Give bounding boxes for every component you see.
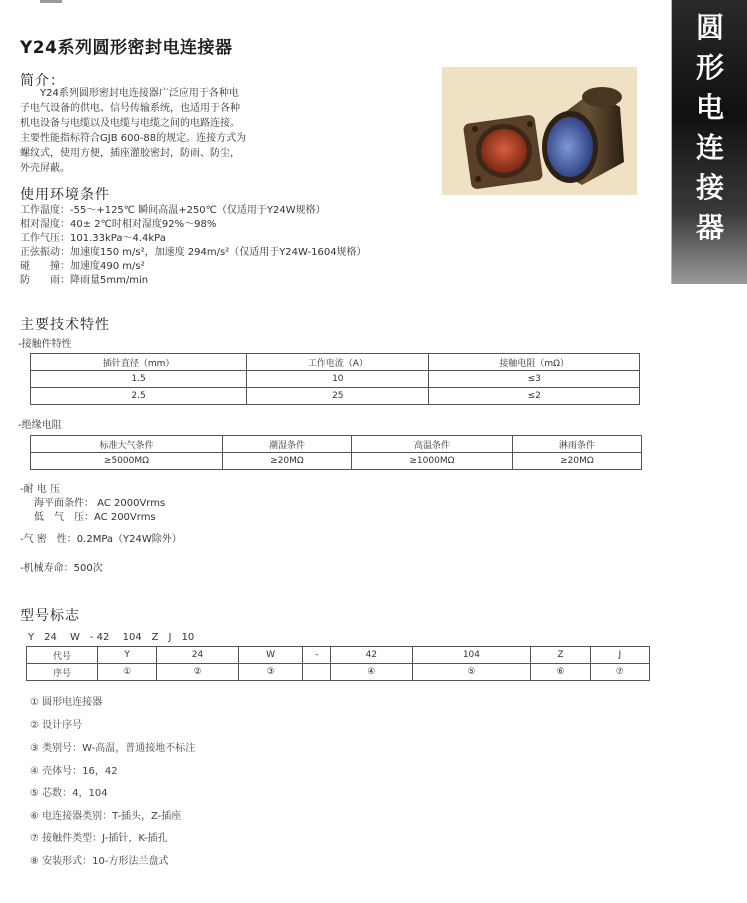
model-item: ② 设计序号 [30,720,83,731]
table-header-row [31,354,640,371]
intro-line: 子电气设备的供电、信号传输系统，也适用于各种 [20,103,240,114]
table-row [31,371,640,388]
table-cell: ≥1000MΩ [352,453,513,470]
sidebar-char: 连 [695,131,724,164]
table-cell: W [238,647,303,664]
sidebar-char: 圆 [695,11,724,44]
table-row [31,453,642,470]
env-line: 相对湿度：40± 2℃时相对湿度92%～98% [20,219,217,230]
table-cell: - [303,647,331,664]
table-cell: ≥5000MΩ [31,453,223,470]
contact-label: -接触件特性 [18,339,72,350]
table-header-cell: 序号 [27,664,98,681]
intro-line: 主要性能指标符合GJB 600-88的规定。连接方式为 [20,133,247,144]
table-cell: J [590,647,649,664]
intro-paragraph [20,86,430,176]
table-cell: 104 [412,647,531,664]
sidebar-char: 接 [695,171,724,204]
product-photo [442,67,637,195]
model-heading: 型号标志 [20,608,80,624]
table-header-cell: 接触电阻（mΩ） [429,354,640,371]
connector-illustration [442,67,637,195]
table-header-cell: 淋雨条件 [512,436,641,453]
table-cell: ① [98,664,157,681]
table-cell: ③ [238,664,303,681]
top-decoration [40,0,62,3]
env-line: 正弦振动：加速度150 m/s²，加速度 294m/s²（仅适用于Y24W-1604规格） [20,247,367,258]
model-item: ④ 壳体号：16，42 [30,766,118,777]
env-line: 碰 撞：加速度490 m/s² [20,261,145,272]
model-item: ③ 类别号：W-高温，普通接地不标注 [30,743,196,754]
sidebar-char: 电 [695,91,724,124]
table-cell [303,664,331,681]
model-item: ⑥ 电连接器类别：T-插头，Z-插座 [30,811,182,822]
table-header-cell: 高温条件 [352,436,513,453]
env-list [20,204,660,288]
life-line: -机械寿命：500次 [20,563,103,574]
tech-heading: 主要技术特性 [20,317,110,333]
intro-line: Y24系列圆形密封电连接器广泛应用于各种电 [40,88,239,99]
model-table [26,646,650,681]
env-line: 工作气压：101.33kPa～4.4kPa [20,233,166,244]
table-header-cell: 代号 [27,647,98,664]
table-header-cell: 工作电流（A） [247,354,429,371]
table-cell: 42 [331,647,412,664]
table-cell: 2.5 [31,388,247,405]
intro-line: 外壳屏蔽。 [20,163,70,174]
table-cell: ≥20MΩ [512,453,641,470]
sidebar-char: 形 [695,51,724,84]
table-cell: ④ [331,664,412,681]
model-item: ⑧ 安装形式：10-方形法兰盘式 [30,856,169,867]
insulation-label: -绝缘电阻 [18,420,62,431]
model-example: Y 24 W - 42 104 Z J 10 [28,632,195,643]
table-cell: 10 [247,371,429,388]
intro-line: 机电设备与电缆以及电缆与电缆之间的电路连接。 [20,118,240,129]
env-line: 防 雨：降雨量5mm/min [20,275,149,286]
table-cell: Y [98,647,157,664]
insulation-table [30,435,642,470]
table-row [27,647,650,664]
model-item: ⑤ 芯数：4，104 [30,788,108,799]
env-line: 工作温度：-55～+125℃ 瞬间高温+250℃（仅适用于Y24W规格） [20,205,326,216]
table-cell: 25 [247,388,429,405]
table-row [27,664,650,681]
table-cell: ≥20MΩ [222,453,351,470]
model-item: ① 圆形电连接器 [30,697,103,708]
table-cell: 1.5 [31,371,247,388]
sidebar-char: 器 [695,211,724,244]
table-header-cell: 潮湿条件 [222,436,351,453]
env-heading: 使用环境条件 [20,187,110,203]
voltage-line: 海平面条件： AC 2000Vrms [34,498,166,509]
voltage-label: -耐 电 压 [20,484,60,495]
table-cell: ≤2 [429,388,640,405]
table-cell: ⑦ [590,664,649,681]
table-cell: ⑤ [412,664,531,681]
table-row [31,388,640,405]
table-cell: ⑥ [531,664,590,681]
table-header-cell: 标准大气条件 [31,436,223,453]
table-cell: 24 [157,647,238,664]
intro-line: 螺纹式，使用方便，插座灌胶密封，防雨、防尘， [20,148,240,159]
voltage-line: 低 气 压：AC 200Vrms [34,512,156,523]
model-item: ⑦ 接触件类型：J-插针，K-插孔 [30,833,168,844]
contact-table [30,353,640,405]
table-header-cell: 插针直径（mm） [31,354,247,371]
table-header-row [31,436,642,453]
airtight-line: -气 密 性：0.2MPa（Y24W除外） [20,534,182,545]
table-cell: ② [157,664,238,681]
table-cell: Z [531,647,590,664]
page-title: Y24系列圆形密封电连接器 [20,38,233,58]
intro-heading: 简介： [20,73,65,89]
sidebar-banner [671,0,747,284]
table-cell: ≤3 [429,371,640,388]
